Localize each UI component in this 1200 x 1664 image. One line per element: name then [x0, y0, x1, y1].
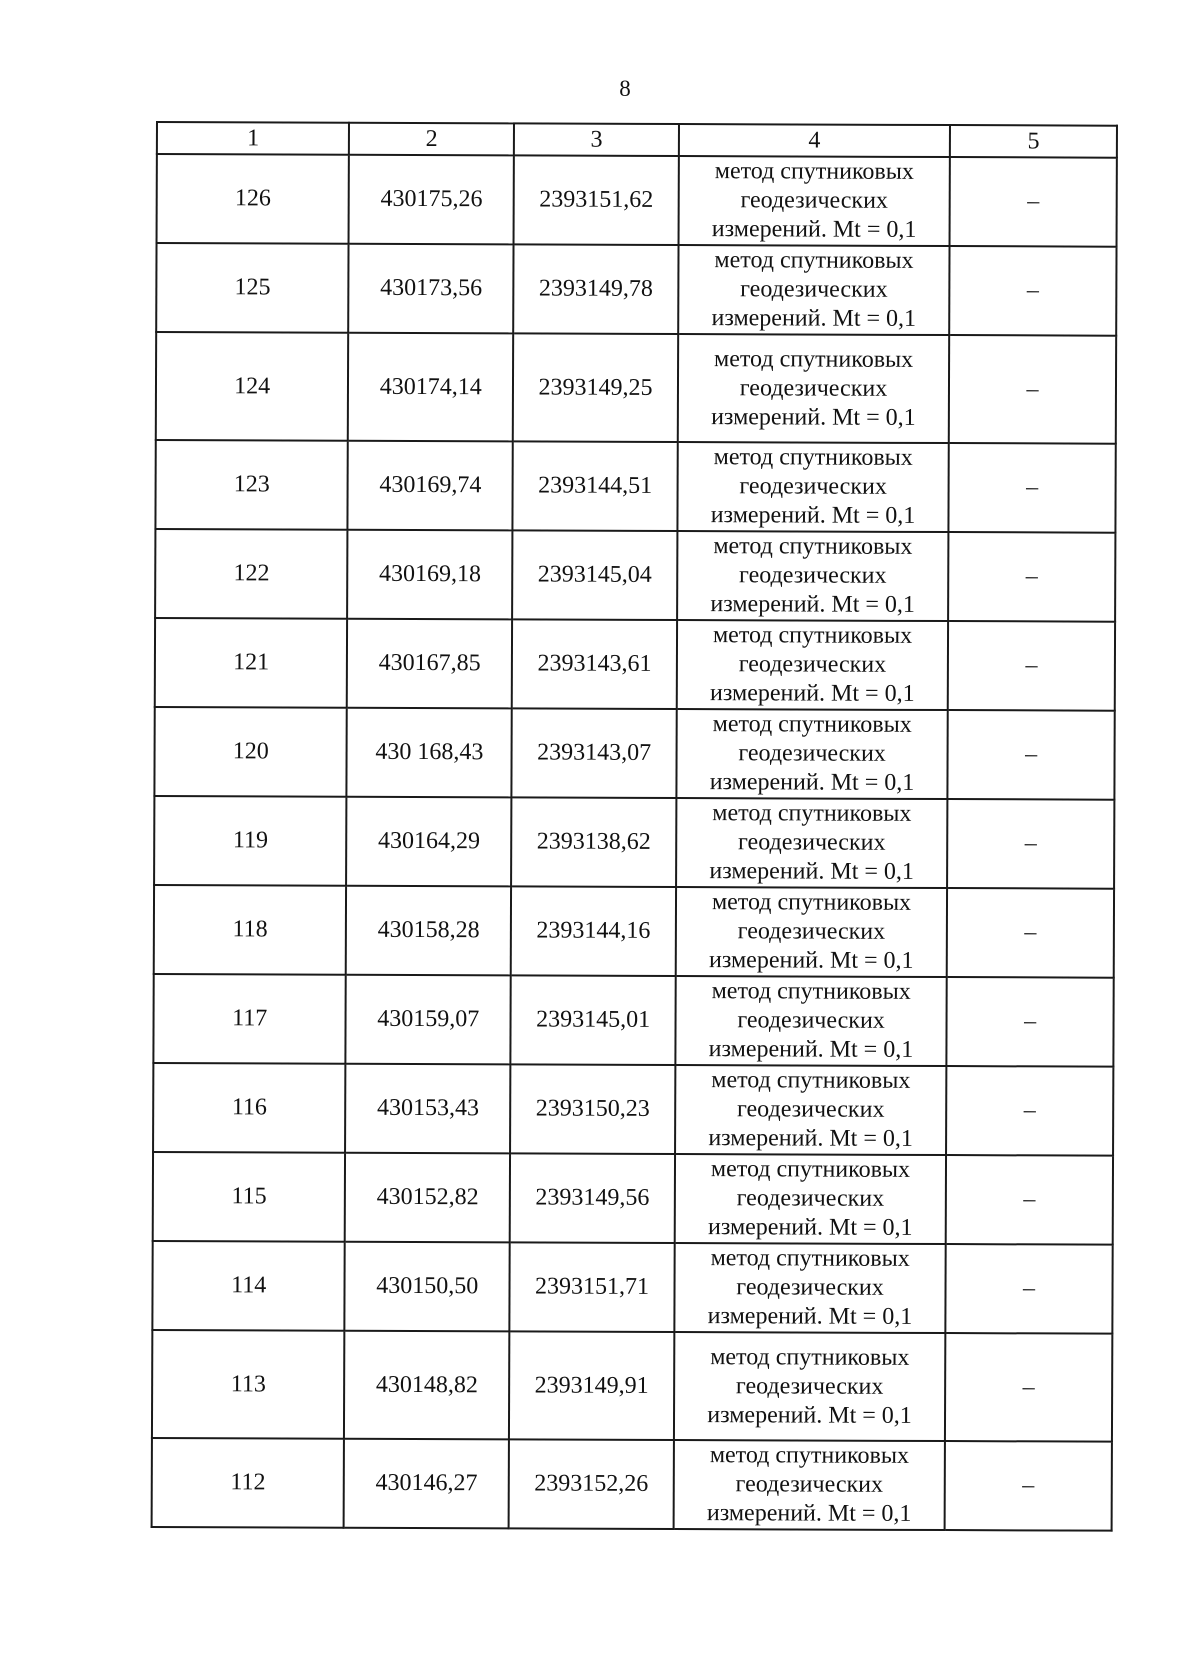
method-cell — [676, 798, 948, 888]
note-cell: – — [945, 1333, 1112, 1442]
method-cell — [676, 709, 948, 799]
note-cell: – — [949, 443, 1116, 533]
y-coordinate-cell: 2393149,25 — [513, 333, 678, 442]
column-header: 5 — [950, 125, 1117, 158]
method-line: метод спутниковых — [710, 1156, 911, 1183]
method-line: измерений. Mt = 0,1 — [711, 216, 917, 243]
method-line: измерений. Mt = 0,1 — [709, 769, 915, 796]
x-coordinate-cell: 430173,56 — [349, 244, 514, 334]
method-line: геодезических — [739, 562, 887, 589]
point-number-cell: 115 — [153, 1152, 346, 1242]
note-cell: – — [945, 1441, 1112, 1531]
column-header: 1 — [157, 122, 350, 155]
y-coordinate-cell: 2393152,26 — [509, 1439, 674, 1529]
x-coordinate-cell: 430169,74 — [348, 441, 513, 531]
y-coordinate-cell: 2393149,78 — [513, 244, 678, 334]
x-coordinate-cell: 430159,07 — [346, 975, 511, 1065]
method-line: измерений. Mt = 0,1 — [708, 1125, 913, 1152]
method-line: метод спутниковых — [713, 533, 913, 560]
y-coordinate-cell: 2393143,61 — [512, 619, 677, 709]
x-coordinate-cell: 430 168,43 — [347, 708, 512, 798]
table-row — [153, 1063, 1113, 1156]
method-line: метод спутниковых — [712, 711, 912, 738]
method-cell — [676, 887, 948, 977]
table-row — [153, 1152, 1113, 1245]
table-row — [154, 796, 1114, 889]
point-number-cell: 113 — [152, 1330, 345, 1439]
table-row — [155, 529, 1115, 622]
method-cell — [675, 976, 947, 1066]
note-cell: – — [946, 1155, 1113, 1245]
note-cell: – — [947, 977, 1114, 1067]
table-row — [154, 885, 1114, 978]
column-header: 2 — [349, 123, 514, 156]
x-coordinate-cell: 430158,28 — [346, 886, 511, 976]
method-line: геодезических — [739, 374, 888, 402]
note-cell: – — [949, 246, 1116, 336]
y-coordinate-cell: 2393151,71 — [510, 1242, 675, 1332]
note-cell: – — [948, 710, 1115, 800]
y-coordinate-cell: 2393145,01 — [511, 975, 676, 1065]
point-number-cell: 125 — [156, 243, 349, 333]
method-line: измерений. Mt = 0,1 — [707, 1303, 913, 1330]
x-coordinate-cell: 430152,82 — [345, 1153, 510, 1243]
method-line: геодезических — [738, 651, 887, 678]
page-number: 8 — [619, 76, 631, 101]
x-coordinate-cell: 430167,85 — [347, 619, 512, 709]
method-line: геодезических — [737, 829, 886, 856]
method-line: измерений. Mt = 0,1 — [707, 1401, 912, 1429]
method-line: метод спутниковых — [712, 800, 912, 827]
y-coordinate-cell: 2393149,56 — [510, 1153, 675, 1243]
y-coordinate-cell: 2393144,51 — [513, 441, 678, 531]
y-coordinate-cell: 2393145,04 — [512, 530, 677, 620]
method-line: измерений. Mt = 0,1 — [711, 403, 916, 431]
method-cell — [678, 245, 950, 335]
table-row — [156, 332, 1116, 444]
method-line: метод спутниковых — [711, 978, 911, 1005]
method-cell — [675, 1065, 947, 1155]
method-line: метод спутниковых — [712, 622, 913, 649]
point-number-cell: 114 — [152, 1241, 345, 1331]
method-cell — [674, 1243, 946, 1333]
method-cell — [678, 334, 950, 443]
x-coordinate-cell: 430150,50 — [345, 1242, 510, 1332]
note-cell: – — [950, 157, 1117, 247]
x-coordinate-cell: 430148,82 — [344, 1331, 509, 1440]
method-line: геодезических — [740, 276, 888, 303]
method-line: метод спутниковых — [709, 1442, 910, 1469]
column-header: 3 — [514, 123, 679, 156]
point-number-cell: 121 — [155, 618, 348, 708]
method-line: измерений. Mt = 0,1 — [710, 591, 916, 618]
table-header-row — [157, 122, 1117, 158]
table-row — [156, 243, 1116, 336]
x-coordinate-cell: 430174,14 — [348, 333, 513, 442]
method-cell — [677, 620, 949, 710]
method-cell — [677, 442, 949, 532]
method-line: геодезических — [736, 1274, 884, 1301]
method-cell — [674, 1332, 946, 1441]
note-cell: – — [949, 335, 1116, 444]
method-line: измерений. Mt = 0,1 — [709, 858, 914, 885]
method-cell — [677, 531, 949, 621]
method-line: метод спутниковых — [710, 1343, 910, 1371]
method-line: геодезических — [735, 1471, 884, 1498]
note-cell: – — [946, 1066, 1113, 1156]
point-number-cell: 122 — [155, 529, 348, 619]
table-row — [155, 440, 1115, 533]
note-cell: – — [947, 799, 1114, 889]
y-coordinate-cell: 2393149,91 — [509, 1331, 674, 1440]
note-cell: – — [947, 888, 1114, 978]
y-coordinate-cell: 2393144,16 — [511, 886, 676, 976]
method-line: метод спутниковых — [714, 247, 914, 274]
point-number-cell: 126 — [157, 154, 350, 244]
table-row — [152, 1438, 1112, 1531]
method-line: метод спутниковых — [711, 889, 912, 916]
y-coordinate-cell: 2393150,23 — [510, 1064, 675, 1154]
method-line: геодезических — [740, 187, 889, 214]
y-coordinate-cell: 2393151,62 — [514, 155, 679, 245]
table-row — [152, 1241, 1112, 1334]
point-number-cell: 112 — [152, 1438, 345, 1528]
x-coordinate-cell: 430146,27 — [344, 1439, 509, 1529]
point-number-cell: 123 — [155, 440, 348, 530]
table-row — [155, 618, 1115, 711]
method-line: измерений. Mt = 0,1 — [707, 1214, 913, 1241]
point-number-cell: 118 — [154, 885, 347, 975]
method-line: метод спутниковых — [711, 1067, 911, 1094]
method-line: геодезических — [738, 740, 886, 767]
coordinates-table — [151, 121, 1118, 1532]
method-line: измерений. Mt = 0,1 — [710, 502, 916, 529]
method-line: измерений. Mt = 0,1 — [711, 305, 917, 332]
method-cell — [678, 156, 950, 246]
column-header: 4 — [679, 124, 950, 157]
point-number-cell: 124 — [156, 332, 349, 441]
method-line: геодезических — [736, 1096, 885, 1123]
method-line: геодезических — [735, 1372, 884, 1400]
method-line: метод спутниковых — [714, 158, 914, 185]
method-line: измерений. Mt = 0,1 — [710, 680, 915, 707]
point-number-cell: 119 — [154, 796, 347, 886]
table-row — [154, 707, 1114, 800]
x-coordinate-cell: 430169,18 — [347, 530, 512, 620]
table-row — [157, 154, 1117, 247]
note-cell: – — [948, 532, 1115, 622]
y-coordinate-cell: 2393138,62 — [511, 797, 676, 887]
x-coordinate-cell: 430175,26 — [349, 155, 514, 245]
method-line: геодезических — [736, 1185, 885, 1212]
point-number-cell: 117 — [153, 974, 346, 1064]
method-line: измерений. Mt = 0,1 — [708, 1036, 914, 1063]
x-coordinate-cell: 430153,43 — [345, 1064, 510, 1154]
table-row — [152, 1330, 1112, 1442]
y-coordinate-cell: 2393143,07 — [512, 708, 677, 798]
method-line: метод спутниковых — [714, 345, 914, 373]
method-line: геодезических — [737, 1007, 885, 1034]
table-row — [153, 974, 1113, 1067]
method-line: геодезических — [739, 473, 887, 500]
method-line: измерений. Mt = 0,1 — [706, 1500, 912, 1527]
method-cell — [675, 1154, 947, 1244]
note-cell: – — [945, 1244, 1112, 1334]
method-cell — [674, 1440, 946, 1530]
method-line: метод спутниковых — [710, 1245, 910, 1272]
point-number-cell: 116 — [153, 1063, 346, 1153]
coordinates-table-container — [151, 121, 1118, 1532]
note-cell: – — [948, 621, 1115, 711]
method-line: метод спутниковых — [713, 444, 913, 471]
x-coordinate-cell: 430164,29 — [346, 797, 511, 887]
method-line: измерений. Mt = 0,1 — [708, 947, 914, 974]
method-line: геодезических — [737, 918, 886, 945]
point-number-cell: 120 — [154, 707, 347, 797]
